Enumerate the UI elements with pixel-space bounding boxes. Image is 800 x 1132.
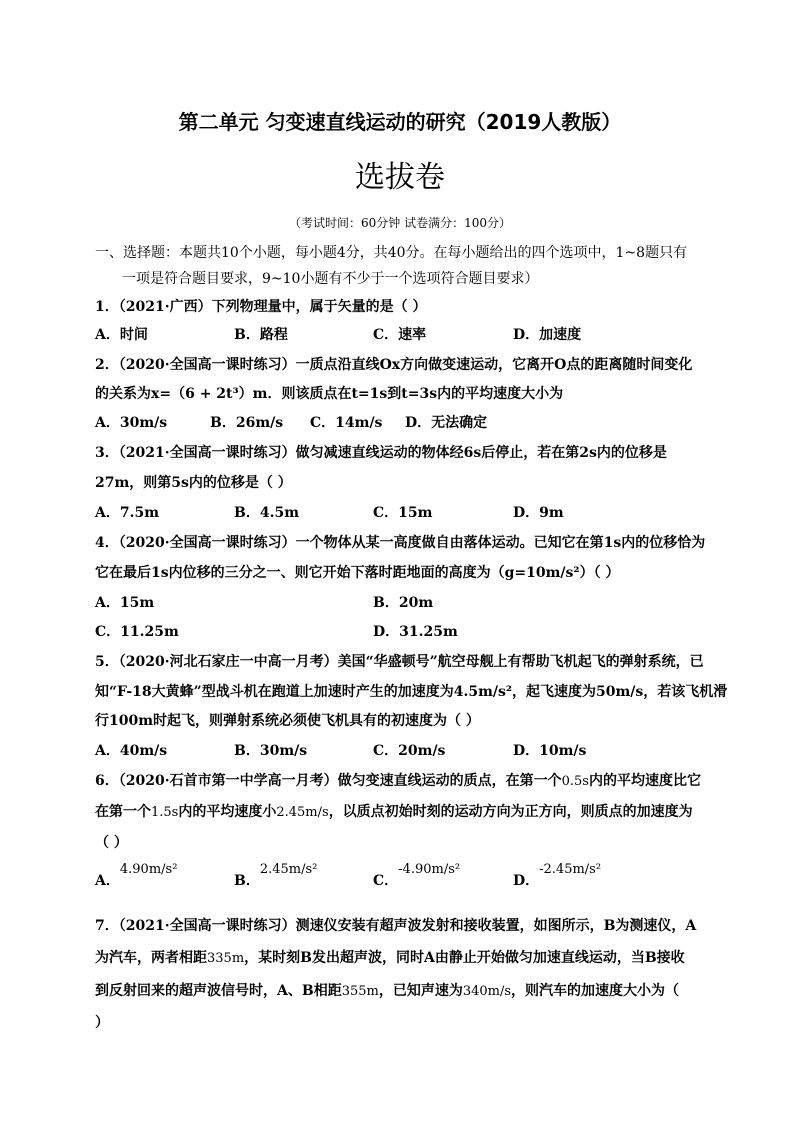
q6-stem-line2 bbox=[95, 801, 715, 821]
q4-option-b: B．20m bbox=[373, 595, 434, 611]
q7-line2-text-a: 为汽车，两者相距 bbox=[95, 950, 207, 966]
q6-line2-text-c: ，以质点初始时刻的运动方向为正方向，则质点的加速度为 bbox=[328, 804, 693, 820]
q6-option-c-label: C． bbox=[373, 873, 399, 889]
q7-line2-text-b: ，某时刻B发出超声波，同时A由静止开始做匀加速直线运动，当B接收 bbox=[244, 950, 685, 966]
page-subtitle: 选拔卷 bbox=[355, 160, 445, 195]
q6-option-a bbox=[95, 862, 178, 890]
q5-option-b: B．30m/s bbox=[234, 743, 308, 759]
section-instructions-line2: 一项是符合题目要求，9~10小题有不少于一个选项符合题目要求） bbox=[122, 271, 539, 287]
q3-stem-line1: 3．（2021·全国高一课时练习）做匀减速直线运动的物体经6s后停止，若在第2s内的位移是 bbox=[95, 445, 667, 461]
q6-option-d-label: D． bbox=[513, 873, 540, 889]
page-title: 第二单元 匀变速直线运动的研究（2019人教版） bbox=[178, 110, 622, 134]
section-instructions-line1: 一、选择题：本题共10个小题，每小题4分，共40分。在每小题给出的四个选项中，1~8题只有 bbox=[95, 245, 688, 261]
q2-option-c: C．14m/s bbox=[310, 415, 383, 431]
q3-option-a: A．7.5m bbox=[95, 505, 160, 521]
q5-option-d: D．10m/s bbox=[513, 743, 587, 759]
q5-stem-line2: 知“F-18大黄蜂”型战斗机在跑道上加速时产生的加速度为4.5m/s²，起飞速度为50m/s，若该飞机滑 bbox=[95, 684, 728, 700]
q6-line1-text-a: 6．（2020·石首市第一中学高一月考）做匀变速直线运动的质点，在第一个 bbox=[95, 773, 562, 789]
q3-stem-line2: 27m，则第5s内的位移是（ ） bbox=[95, 475, 292, 491]
q6-line2-text-b: 内的平均速度小 bbox=[178, 804, 277, 820]
q6-value-1-5s: 1.5s bbox=[151, 805, 179, 820]
q1-option-a: A．时间 bbox=[95, 327, 148, 343]
q6-stem-line1 bbox=[95, 770, 715, 790]
q7-stem-line4: ） bbox=[95, 1015, 109, 1031]
q5-option-a: A．40m/s bbox=[95, 743, 168, 759]
q6-option-a-value: 4.90m/s² bbox=[119, 862, 178, 877]
q7-value-335m: 335m bbox=[207, 951, 245, 966]
q7-stem-line3 bbox=[95, 980, 715, 1000]
q4-option-c: C．11.25m bbox=[95, 624, 179, 640]
q6-option-a-label: A． bbox=[95, 873, 120, 889]
q5-stem-line1: 5．（2020·河北石家庄一中高一月考）美国“华盛顿号”航空母舰上有帮助飞机起飞的弹射系统，已 bbox=[95, 654, 704, 670]
q7-stem-line2 bbox=[95, 947, 715, 967]
q6-stem-line3: （ ） bbox=[95, 835, 128, 851]
q4-stem-line1: 4．（2020·全国高一课时练习）一个物体从某一高度做自由落体运动。已知它在第1s内的位移恰为 bbox=[95, 535, 706, 551]
q3-option-b: B．4.5m bbox=[234, 505, 300, 521]
q6-option-d-value: -2.45m/s² bbox=[539, 862, 602, 877]
q2-stem-line2: 的关系为x=（6 + 2t³）m．则该质点在t=1s到t=3s内的平均速度大小为 bbox=[95, 386, 564, 402]
q6-option-b-value: 2.45m/s² bbox=[259, 862, 318, 877]
q6-option-c bbox=[373, 862, 461, 890]
q1-option-b: B．路程 bbox=[234, 327, 288, 343]
q2-option-b: B．26m/s bbox=[210, 415, 284, 431]
q4-stem-line2: 它在最后1s内位移的三分之一、则它开始下落时距地面的高度为（g=10m/s²）（ ） bbox=[95, 565, 620, 581]
q6-line1-text-b: 内的平均速度比它 bbox=[588, 773, 701, 789]
q6-line2-text-a: 在第一个 bbox=[95, 804, 151, 820]
q7-line3-text-a: 到反射回来的超声波信号时，A、B相距 bbox=[95, 983, 342, 999]
q2-stem-line1: 2．（2020·全国高一课时练习）一质点沿直线Ox方向做变速运动，它离开O点的距离随时间变化 bbox=[95, 357, 693, 373]
q1-stem: 1．（2021·广西）下列物理量中，属于矢量的是（ ） bbox=[95, 299, 427, 315]
exam-meta: （考试时间：60分钟 试卷满分：100分） bbox=[289, 216, 511, 230]
q4-option-d: D．31.25m bbox=[373, 624, 458, 640]
q3-option-c: C．15m bbox=[373, 505, 433, 521]
q6-value-0-5s: 0.5s bbox=[561, 774, 589, 789]
q6-value-2-45: 2.45m/s bbox=[276, 805, 329, 820]
q7-line3-text-b: ，已知声速为 bbox=[378, 983, 463, 999]
q2-option-d: D．无法确定 bbox=[405, 415, 488, 431]
q7-value-355m: 355m bbox=[341, 984, 379, 999]
q7-value-340: 340m/s bbox=[462, 984, 512, 999]
q6-option-b-label: B． bbox=[234, 873, 260, 889]
q2-option-a: A．30m/s bbox=[95, 415, 168, 431]
q7-stem-line1: 7．（2021·全国高一课时练习）测速仪安装有超声波发射和接收装置，如图所示，B为测速仪，A bbox=[95, 918, 697, 934]
q6-option-b bbox=[234, 862, 318, 890]
q5-option-c: C．20m/s bbox=[373, 743, 446, 759]
q5-stem-line3: 行100m时起飞，则弹射系统必须使飞机具有的初速度为（ ） bbox=[95, 713, 480, 729]
q1-option-c: C．速率 bbox=[373, 327, 427, 343]
q7-line3-text-c: ，则汽车的加速度大小为（ bbox=[511, 983, 680, 999]
q4-option-a: A．15m bbox=[95, 595, 155, 611]
q1-option-d: D．加速度 bbox=[513, 327, 582, 343]
q6-option-d bbox=[513, 862, 602, 890]
q3-option-d: D．9m bbox=[513, 505, 564, 521]
q6-option-c-value: -4.90m/s² bbox=[398, 862, 461, 877]
